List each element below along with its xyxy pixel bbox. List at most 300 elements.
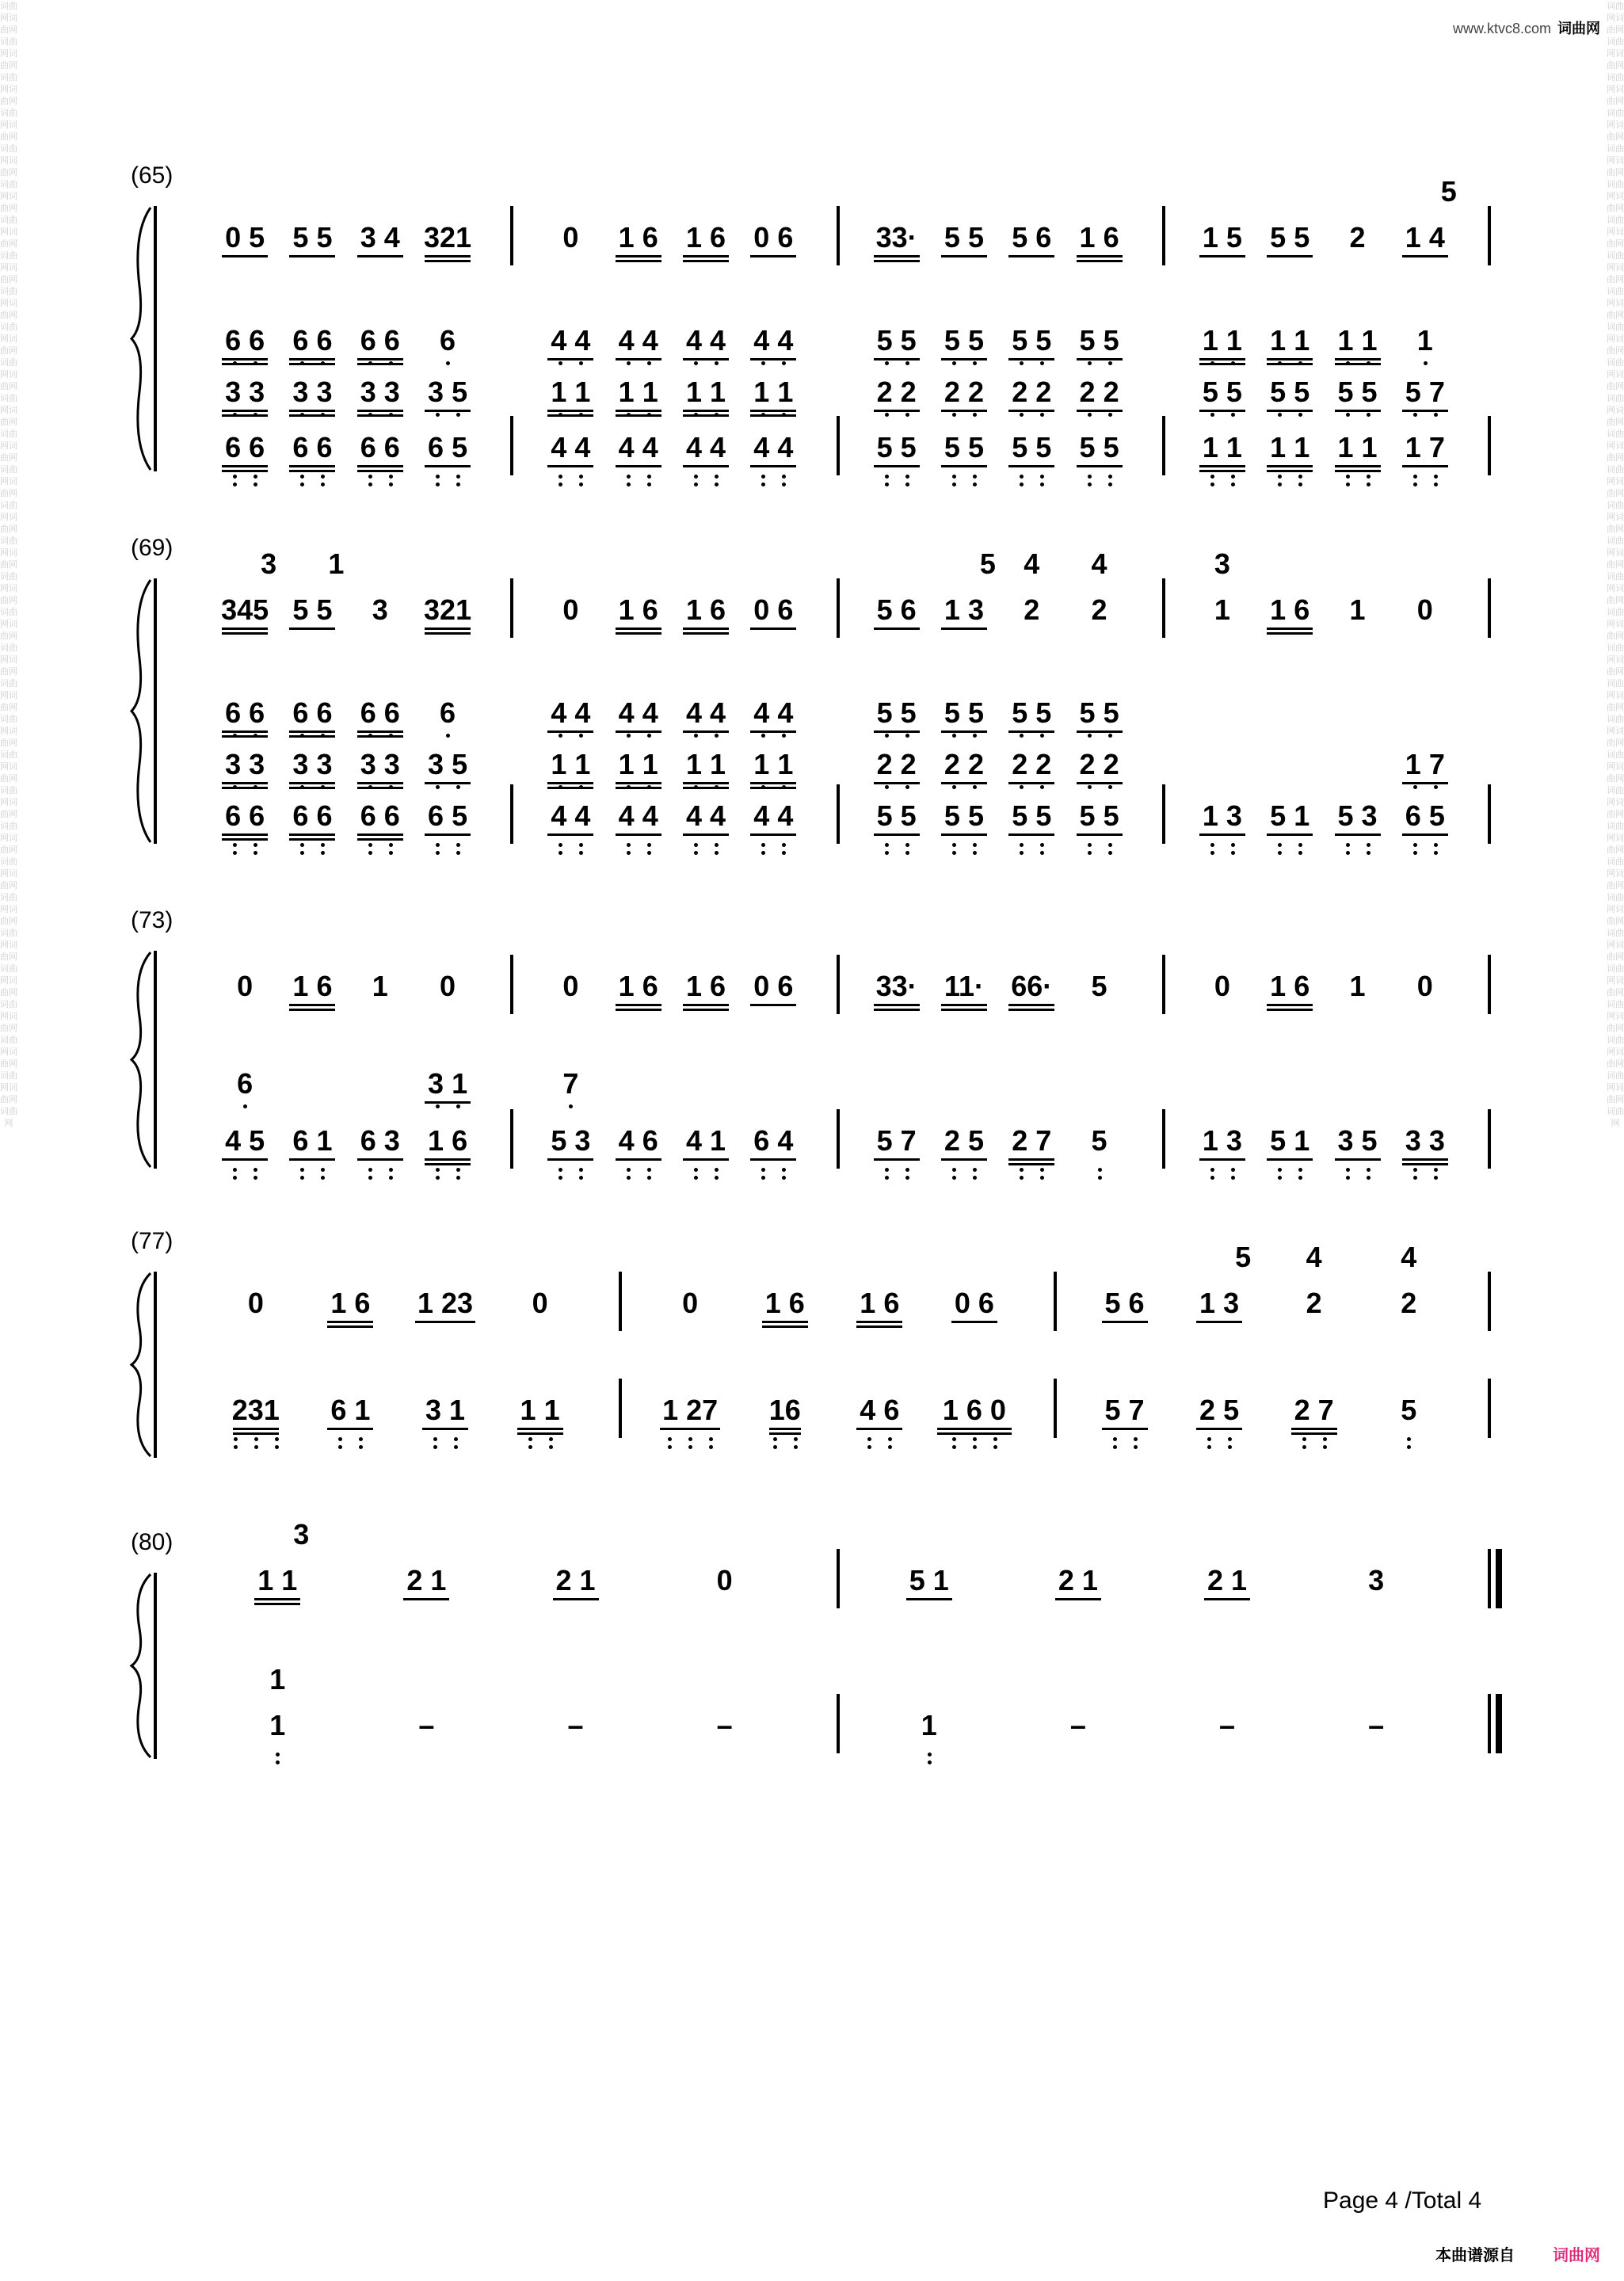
- low-octave-dot: [647, 851, 651, 855]
- low-octave-dot: [715, 413, 719, 417]
- lower_mid-note: 1 7: [1405, 748, 1445, 780]
- beam-underline: [856, 1428, 902, 1430]
- low-octave-dot: [234, 1445, 238, 1449]
- upper-note: 0: [1416, 593, 1433, 626]
- low-octave-dot: [993, 1437, 997, 1441]
- upper-note: 0: [682, 1287, 699, 1319]
- beam-underline: [1055, 1598, 1101, 1600]
- low-octave-dot: [456, 785, 460, 789]
- low-octave-dot: [1108, 475, 1112, 479]
- low-octave-dot: [668, 1445, 672, 1449]
- beam-underline: [769, 1428, 801, 1430]
- low-octave-dot: [579, 843, 583, 847]
- final-barline-thick: [1496, 1549, 1502, 1608]
- barline: [837, 1694, 840, 1753]
- beam-underline: [941, 730, 987, 733]
- low-octave-dot: [973, 413, 977, 417]
- upper-note: 1: [1214, 593, 1230, 626]
- low-octave-dot: [436, 413, 440, 417]
- low-octave-dot: [456, 413, 460, 417]
- upper-note: 2 1: [555, 1564, 596, 1596]
- beam-underline: [683, 465, 729, 467]
- lower_top-note: 6 6: [225, 324, 265, 357]
- barline: [1162, 416, 1165, 475]
- lower_bot-note: 3 5: [1337, 1124, 1378, 1157]
- lower_mid-note: 3 3: [225, 748, 265, 780]
- chord-upper-note: 3: [1214, 547, 1230, 580]
- low-octave-dot: [1367, 843, 1370, 847]
- upper-note: 1 6: [685, 221, 726, 254]
- lower_bot-note: 2 7: [1012, 1124, 1052, 1157]
- beam-underline: [289, 255, 335, 257]
- upper-note: 3: [372, 593, 388, 626]
- low-octave-dot: [233, 483, 237, 486]
- low-octave-dot: [1434, 785, 1438, 789]
- lower_bot-note: 1 3: [1202, 799, 1242, 832]
- lower_top-note: 6 6: [292, 324, 333, 357]
- beam-underline: [357, 465, 403, 467]
- low-octave-dot: [885, 843, 889, 847]
- low-octave-dot: [1020, 413, 1024, 417]
- low-octave-dot: [558, 843, 562, 847]
- low-octave-dot: [389, 483, 393, 486]
- low-octave-dot: [456, 1168, 460, 1172]
- beam-underline-double: [1267, 470, 1313, 472]
- barline: [837, 206, 840, 265]
- beam-underline: [1077, 833, 1123, 836]
- upper-note: 3 4: [360, 221, 400, 254]
- low-octave-dot: [1207, 1445, 1211, 1449]
- low-octave-dot: [1323, 1437, 1327, 1441]
- low-octave-dot: [782, 361, 786, 365]
- low-octave-dot: [627, 475, 631, 479]
- beam-underline: [547, 358, 593, 360]
- low-octave-dot: [1108, 483, 1112, 486]
- lower_bot-note: 1 1: [520, 1394, 560, 1426]
- low-octave-dot: [973, 734, 977, 738]
- low-octave-dot: [973, 483, 977, 486]
- upper-note: 2: [1401, 1287, 1417, 1319]
- low-octave-dot: [867, 1445, 871, 1449]
- upper-note: 2: [1306, 1287, 1322, 1319]
- lower_bot-note: 6 1: [330, 1394, 371, 1426]
- lower_top-note: 4 4: [618, 696, 658, 729]
- low-octave-dot: [436, 483, 440, 486]
- lower_mid-note: 5 5: [1337, 376, 1378, 408]
- beam-underline-double: [750, 414, 796, 417]
- chord-upper-note: 1: [328, 547, 345, 580]
- lower_top-note: 6: [237, 1067, 254, 1100]
- system-brace: [127, 206, 158, 471]
- beam-underline-double: [616, 1009, 661, 1011]
- low-octave-dot: [456, 843, 460, 847]
- beam-underline: [1008, 465, 1054, 467]
- beam-underline: [289, 627, 335, 630]
- beam-underline: [941, 255, 987, 257]
- lower_top-note: 4 4: [753, 696, 794, 729]
- chord-upper-note: 5: [1235, 1241, 1252, 1273]
- upper-note: 2 1: [1207, 1564, 1248, 1596]
- upper-note: 0: [237, 970, 254, 1002]
- beam-underline: [616, 730, 661, 733]
- final-barline: [1488, 1694, 1491, 1753]
- beam-underline-double: [941, 1009, 987, 1011]
- lower_bot-note: 6 6: [292, 431, 333, 463]
- upper-note: 11·: [944, 970, 984, 1002]
- beam-underline: [1402, 255, 1448, 257]
- low-octave-dot: [761, 843, 765, 847]
- low-octave-dot: [905, 483, 909, 486]
- low-octave-dot: [1323, 1445, 1327, 1449]
- low-octave-dot: [627, 413, 631, 417]
- beam-underline-double: [357, 838, 403, 841]
- low-octave-dot: [952, 843, 956, 847]
- beam-underline: [1199, 833, 1245, 836]
- low-octave-dot: [782, 1176, 786, 1180]
- beam-underline: [327, 1428, 373, 1430]
- low-octave-dot: [1040, 475, 1044, 479]
- beam-underline-double: [357, 735, 403, 738]
- low-octave-dot: [300, 843, 304, 847]
- lower_bot-note: 4 4: [551, 799, 591, 832]
- low-octave-dot: [1413, 475, 1417, 479]
- beam-underline: [874, 410, 920, 412]
- lower_mid-note: 1 1: [753, 748, 794, 780]
- beam-underline: [616, 410, 661, 412]
- beam-underline: [1077, 730, 1123, 733]
- beam-underline-double: [327, 1325, 373, 1328]
- lower_mid-note: 3 5: [428, 748, 468, 780]
- lower_top-note: 1 1: [1270, 324, 1310, 357]
- lower_mid-note: 2 2: [1079, 748, 1119, 780]
- low-octave-dot: [1040, 483, 1044, 486]
- low-octave-dot: [952, 1168, 956, 1172]
- low-octave-dot: [1302, 1437, 1306, 1441]
- lower_mid-note: 1 1: [618, 376, 658, 408]
- beam-underline: [1267, 410, 1313, 412]
- low-octave-dot: [715, 843, 719, 847]
- lower_bot-note: –: [1069, 1709, 1086, 1741]
- beam-underline-double: [289, 838, 335, 841]
- low-octave-dot: [1088, 851, 1092, 855]
- lower_bot-note: 5: [1401, 1394, 1417, 1426]
- upper-note: 0: [562, 593, 579, 626]
- upper-note: 5 5: [292, 593, 333, 626]
- barline: [1162, 206, 1165, 265]
- beam-underline: [941, 782, 987, 784]
- final-barline-thick: [1496, 1694, 1502, 1753]
- low-octave-dot: [300, 1176, 304, 1180]
- low-octave-dot: [647, 1176, 651, 1180]
- lower_mid-note: 3 3: [292, 376, 333, 408]
- low-octave-dot: [368, 1168, 372, 1172]
- upper-note: 0 6: [753, 970, 794, 1002]
- low-octave-dot: [885, 1168, 889, 1172]
- upper-note: 1 3: [1199, 1287, 1240, 1319]
- lower_bot-note: 5 5: [944, 799, 984, 832]
- beam-underline: [750, 255, 796, 257]
- low-octave-dot: [647, 361, 651, 365]
- lower_bot-note: 4 4: [618, 431, 658, 463]
- beam-underline: [1267, 255, 1313, 257]
- lower_top-note: 6: [440, 324, 456, 357]
- low-octave-dot: [973, 1176, 977, 1180]
- beam-underline: [941, 1004, 987, 1006]
- beam-underline: [357, 358, 403, 360]
- low-octave-dot: [1367, 483, 1370, 486]
- low-octave-dot: [647, 1168, 651, 1172]
- low-octave-dot: [433, 1437, 437, 1441]
- low-octave-dot: [694, 483, 698, 486]
- beam-underline: [425, 833, 471, 836]
- low-octave-dot: [389, 475, 393, 479]
- low-octave-dot: [715, 734, 719, 738]
- lower_top-note: 1 1: [1337, 324, 1378, 357]
- low-octave-dot: [1210, 483, 1214, 486]
- beam-underline: [517, 1428, 563, 1430]
- brand-logo-text[interactable]: 词曲网: [1553, 2245, 1600, 2264]
- low-octave-dot: [694, 851, 698, 855]
- lower_top-note: 1 1: [1202, 324, 1242, 357]
- upper-note: 1 6: [685, 970, 726, 1002]
- beam-underline: [422, 1428, 468, 1430]
- lower_mid-note: 1 1: [685, 748, 726, 780]
- lower_bot-note: 1: [921, 1709, 937, 1741]
- beam-underline: [941, 358, 987, 360]
- lower_bot-note: 5 1: [1270, 799, 1310, 832]
- low-octave-dot: [694, 1168, 698, 1172]
- lower_bot-note: 1 1: [1202, 431, 1242, 463]
- low-octave-dot: [1367, 475, 1370, 479]
- beam-underline: [547, 410, 593, 412]
- measure-number: (65): [131, 162, 173, 189]
- barline: [1162, 784, 1165, 844]
- lower_mid-note: 1 1: [753, 376, 794, 408]
- beam-underline: [1196, 1321, 1242, 1323]
- low-octave-dot: [627, 483, 631, 486]
- low-octave-dot: [276, 1753, 280, 1757]
- barline: [510, 784, 513, 844]
- beam-underline: [1402, 1158, 1448, 1161]
- lower_bot-note: 5 5: [1012, 431, 1052, 463]
- low-octave-dot: [233, 851, 237, 855]
- beam-underline: [874, 465, 920, 467]
- beam-underline: [1008, 255, 1054, 257]
- low-octave-dot: [973, 475, 977, 479]
- beam-underline: [1335, 1158, 1381, 1161]
- low-octave-dot: [782, 483, 786, 486]
- low-octave-dot: [558, 851, 562, 855]
- low-octave-dot: [368, 475, 372, 479]
- beam-underline-double: [1008, 1163, 1054, 1165]
- lower_bot-note: 6 6: [225, 799, 265, 832]
- beam-underline: [683, 410, 729, 412]
- lower_bot-note: 6 4: [753, 1124, 794, 1157]
- upper-note: 0 5: [225, 221, 265, 254]
- barline: [837, 784, 840, 844]
- low-octave-dot: [1298, 475, 1302, 479]
- low-octave-dot: [761, 1168, 765, 1172]
- upper-note: 0: [532, 1287, 548, 1319]
- upper-note: 1 6: [1270, 970, 1310, 1002]
- beam-underline: [289, 410, 335, 412]
- lower_bot-note: –: [567, 1709, 584, 1741]
- beam-underline-double: [1008, 1009, 1054, 1011]
- low-octave-dot: [436, 851, 440, 855]
- lower_bot-note: 6 6: [360, 431, 400, 463]
- low-octave-dot: [1020, 1168, 1024, 1172]
- lower_top-note: 4 4: [685, 696, 726, 729]
- beam-underline-double: [222, 838, 268, 841]
- lower_mid-note: 5 5: [1270, 376, 1310, 408]
- low-octave-dot: [1346, 475, 1350, 479]
- lower_top-note: 6 6: [292, 696, 333, 729]
- lower_bot-note: 5 1: [1270, 1124, 1310, 1157]
- barline: [837, 578, 840, 638]
- lower_bot-note: –: [716, 1709, 733, 1741]
- beam-underline: [874, 255, 920, 257]
- low-octave-dot: [694, 1176, 698, 1180]
- beam-underline: [1199, 410, 1245, 412]
- low-octave-dot: [715, 851, 719, 855]
- beam-underline: [222, 1158, 268, 1161]
- beam-underline-double: [1199, 363, 1245, 365]
- beam-underline: [1077, 255, 1123, 257]
- beam-underline-double: [289, 787, 335, 789]
- beam-underline-double: [874, 260, 920, 262]
- upper-note: 1 3: [944, 593, 984, 626]
- low-octave-dot: [709, 1437, 713, 1441]
- low-octave-dot: [389, 785, 393, 789]
- lower_bot-note: 4 6: [860, 1394, 900, 1426]
- beam-underline: [1402, 465, 1448, 467]
- low-octave-dot: [928, 1753, 932, 1757]
- lower_mid-note: 2 2: [944, 748, 984, 780]
- low-octave-dot: [1088, 413, 1092, 417]
- chord-upper-note: 4: [1024, 547, 1040, 580]
- low-octave-dot: [694, 413, 698, 417]
- beam-underline: [1008, 730, 1054, 733]
- low-octave-dot: [233, 1176, 237, 1180]
- low-octave-dot: [952, 1437, 956, 1441]
- site-url[interactable]: www.ktvc8.com: [1452, 21, 1551, 36]
- beam-underline-double: [547, 787, 593, 789]
- upper-note: 1 6: [292, 970, 333, 1002]
- low-octave-dot: [885, 734, 889, 738]
- barline: [1488, 416, 1491, 475]
- lower_top-note: 5 5: [1012, 696, 1052, 729]
- low-octave-dot: [1231, 1176, 1235, 1180]
- beam-underline-double: [1267, 632, 1313, 635]
- low-octave-dot: [528, 1437, 532, 1441]
- beam-underline: [750, 410, 796, 412]
- left-watermark-strip: 词曲网词曲网词曲网词曲网词曲网词曲网词曲网词曲网词曲网词曲网词曲网词曲网词曲网词曲网词曲网词曲网词曲网词曲网词曲网词曲网词曲网词曲网词曲网词曲网词曲网词曲网词曲网词曲网词曲网词曲网词曲网词曲网词曲网词曲网词曲网词曲网词曲网词曲网词曲网词曲网词曲网词曲网词曲网词曲网词曲网词曲网词曲网词曲网词曲网词曲网词曲网词曲网词曲网词曲网词曲网词曲网词曲网词曲网词曲网词曲网词曲网词曲网词曲网: [0, 1, 17, 1128]
- low-octave-dot: [782, 851, 786, 855]
- low-octave-dot: [338, 1445, 342, 1449]
- low-octave-dot: [1434, 1176, 1438, 1180]
- upper-note: 5 6: [876, 593, 917, 626]
- beam-underline: [222, 465, 268, 467]
- beam-underline: [1008, 782, 1054, 784]
- beam-underline-double: [856, 1325, 902, 1328]
- beam-underline: [1267, 1004, 1313, 1006]
- system-brace: [127, 1573, 158, 1759]
- low-octave-dot: [1424, 361, 1428, 365]
- low-octave-dot: [1346, 361, 1350, 365]
- lower_bot-note: 5 5: [876, 799, 917, 832]
- lower_bot-note: 231: [231, 1394, 280, 1426]
- beam-underline-double: [937, 1432, 1012, 1435]
- low-octave-dot: [1108, 785, 1112, 789]
- lower_mid-note: 1 1: [551, 376, 591, 408]
- lower_bot-note: –: [1368, 1709, 1385, 1741]
- lower_mid-note: 1 1: [618, 748, 658, 780]
- beam-underline: [357, 833, 403, 836]
- low-octave-dot: [1040, 734, 1044, 738]
- lower_top-note: 5 5: [944, 696, 984, 729]
- beam-underline: [425, 1158, 471, 1161]
- low-octave-dot: [1367, 851, 1370, 855]
- beam-underline-double: [1335, 363, 1381, 365]
- upper-note: 2: [1091, 593, 1107, 626]
- low-octave-dot: [773, 1437, 777, 1441]
- lower_top-note: 5 5: [1079, 696, 1119, 729]
- low-octave-dot: [1231, 1168, 1235, 1172]
- beam-underline: [357, 1158, 403, 1161]
- beam-underline: [1267, 833, 1313, 836]
- lower_bot-note: 6 6: [225, 431, 265, 463]
- low-octave-dot: [558, 734, 562, 738]
- lower_bot-note: 4 4: [551, 431, 591, 463]
- beam-underline: [547, 833, 593, 836]
- low-octave-dot: [436, 785, 440, 789]
- low-octave-dot: [368, 483, 372, 486]
- lower_top-note: 6 6: [360, 696, 400, 729]
- low-octave-dot: [389, 851, 393, 855]
- low-octave-dot: [905, 1168, 909, 1172]
- low-octave-dot: [389, 361, 393, 365]
- upper-note: 321: [424, 221, 472, 254]
- beam-underline: [547, 1158, 593, 1161]
- low-octave-dot: [569, 1104, 573, 1108]
- upper-note: 1 1: [257, 1564, 298, 1596]
- low-octave-dot: [254, 1445, 258, 1449]
- low-octave-dot: [1367, 1168, 1370, 1172]
- upper-note: 33·: [875, 221, 917, 254]
- low-octave-dot: [905, 734, 909, 738]
- lower_bot-note: 3 1: [425, 1394, 466, 1426]
- low-octave-dot: [436, 1104, 440, 1108]
- barline: [1054, 1379, 1057, 1438]
- beam-underline: [1291, 1428, 1337, 1430]
- beam-underline: [1267, 627, 1313, 630]
- system-brace: [127, 1272, 158, 1458]
- low-octave-dot: [456, 851, 460, 855]
- low-octave-dot: [905, 843, 909, 847]
- measure-number: (80): [131, 1529, 173, 1555]
- beam-underline: [750, 782, 796, 784]
- lower_bot-note: 5: [1091, 1124, 1107, 1157]
- lower_bot-note: 5 5: [1079, 799, 1119, 832]
- low-octave-dot: [1278, 1168, 1282, 1172]
- low-octave-dot: [973, 1445, 977, 1449]
- beam-underline: [683, 255, 729, 257]
- low-octave-dot: [1298, 413, 1302, 417]
- beam-underline: [233, 1428, 279, 1430]
- low-octave-dot: [1231, 475, 1235, 479]
- beam-underline: [874, 730, 920, 733]
- upper-note: 1 6: [685, 593, 726, 626]
